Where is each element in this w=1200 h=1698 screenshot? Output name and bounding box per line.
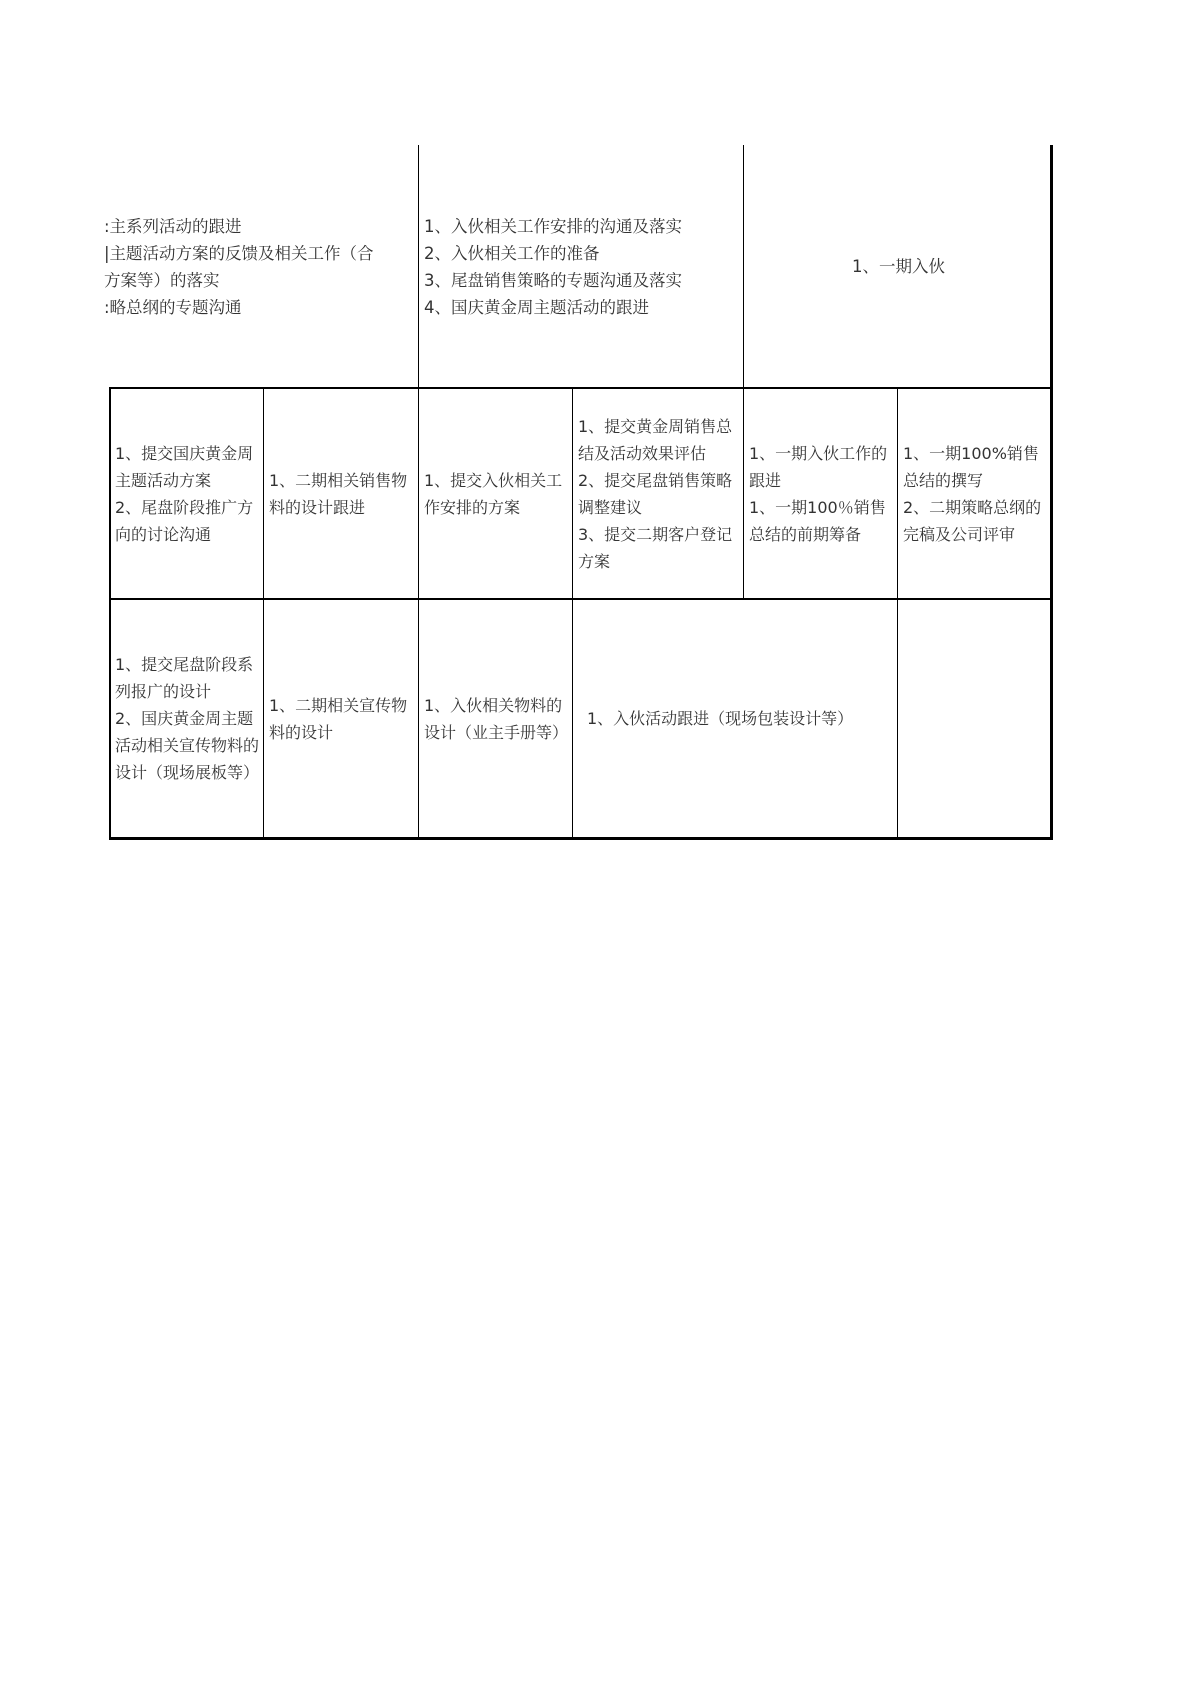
border-v-418 [418, 388, 419, 839]
row2-cell-6-text: 1、一期100%销售总结的撰写 2、二期策略总纲的完稿及公司评审 [903, 443, 1042, 544]
border-h-row2-top [109, 387, 1053, 389]
border-v-572-row3 [572, 599, 573, 839]
border-v-right [1050, 145, 1053, 840]
row3-cell-1-text: 1、提交尾盘阶段系列报广的设计 2、国庆黄金周主题活动相关宣传物料的设计（现场展板等） [115, 655, 260, 782]
row2-cell-1-text: 1、提交国庆黄金周主题活动方案 2、尾盘阶段推广方向的讨论沟通 [115, 443, 254, 544]
row2-cell-4-text: 1、提交黄金周销售总结及活动效果评估 2、提交尾盘销售策略调整建议 3、提交二期客户登记方案 [578, 416, 733, 571]
row1-left-text: :主系列活动的跟进 |主题活动方案的反馈及相关工作（合 方案等）的落实 :略总纲的专题沟通 [104, 216, 374, 317]
border-v-743-row2 [743, 388, 744, 600]
border-v-left [109, 388, 111, 839]
row3-cell-3 [419, 599, 573, 838]
row3-cell-1 [110, 599, 264, 838]
row2-cell-5-text: 1、一期入伙工作的跟进 1、一期100％销售总结的前期筹备 [749, 443, 888, 544]
border-v-897 [897, 388, 898, 839]
row3-cell-2-text: 1、二期相关宣传物料的设计 [269, 695, 408, 742]
row1-cell-right [744, 145, 1052, 388]
row1-cell-middle [419, 145, 744, 388]
row2-cell-2 [264, 388, 419, 599]
border-v-572-row2 [572, 388, 573, 600]
row3-cell-empty [898, 599, 1052, 838]
row3-cell-2 [264, 599, 419, 838]
border-h-row3-top [109, 598, 1053, 600]
row1-cell-left [0, 145, 419, 388]
row2-cell-2-text: 1、二期相关销售物料的设计跟进 [269, 470, 408, 517]
row1-middle-text: 1、入伙相关工作安排的沟通及落实 2、入伙相关工作的准备 3、尾盘销售策略的专题沟通及落实 4、国庆黄金周主题活动的跟进 [424, 216, 682, 317]
border-h-bottom [109, 837, 1053, 840]
border-v-row1-743 [743, 145, 744, 389]
row2-cell-3-text: 1、提交入伙相关工作安排的方案 [424, 470, 563, 517]
border-v-row1-418 [418, 145, 419, 389]
row2-cell-6 [898, 388, 1052, 599]
row1-right-text: 1、一期入伙 [852, 257, 945, 276]
row3-cell-3-text: 1、入伙相关物料的设计（业主手册等） [424, 695, 569, 742]
row2-cell-3 [419, 388, 573, 599]
row2-cell-1 [110, 388, 264, 599]
border-v-263 [263, 388, 264, 839]
row3-merged-text: 1、入伙活动跟进（现场包装设计等） [587, 709, 854, 728]
row2-cell-4 [573, 388, 744, 599]
row3-cell-merged [573, 599, 898, 838]
row2-cell-5 [744, 388, 898, 599]
